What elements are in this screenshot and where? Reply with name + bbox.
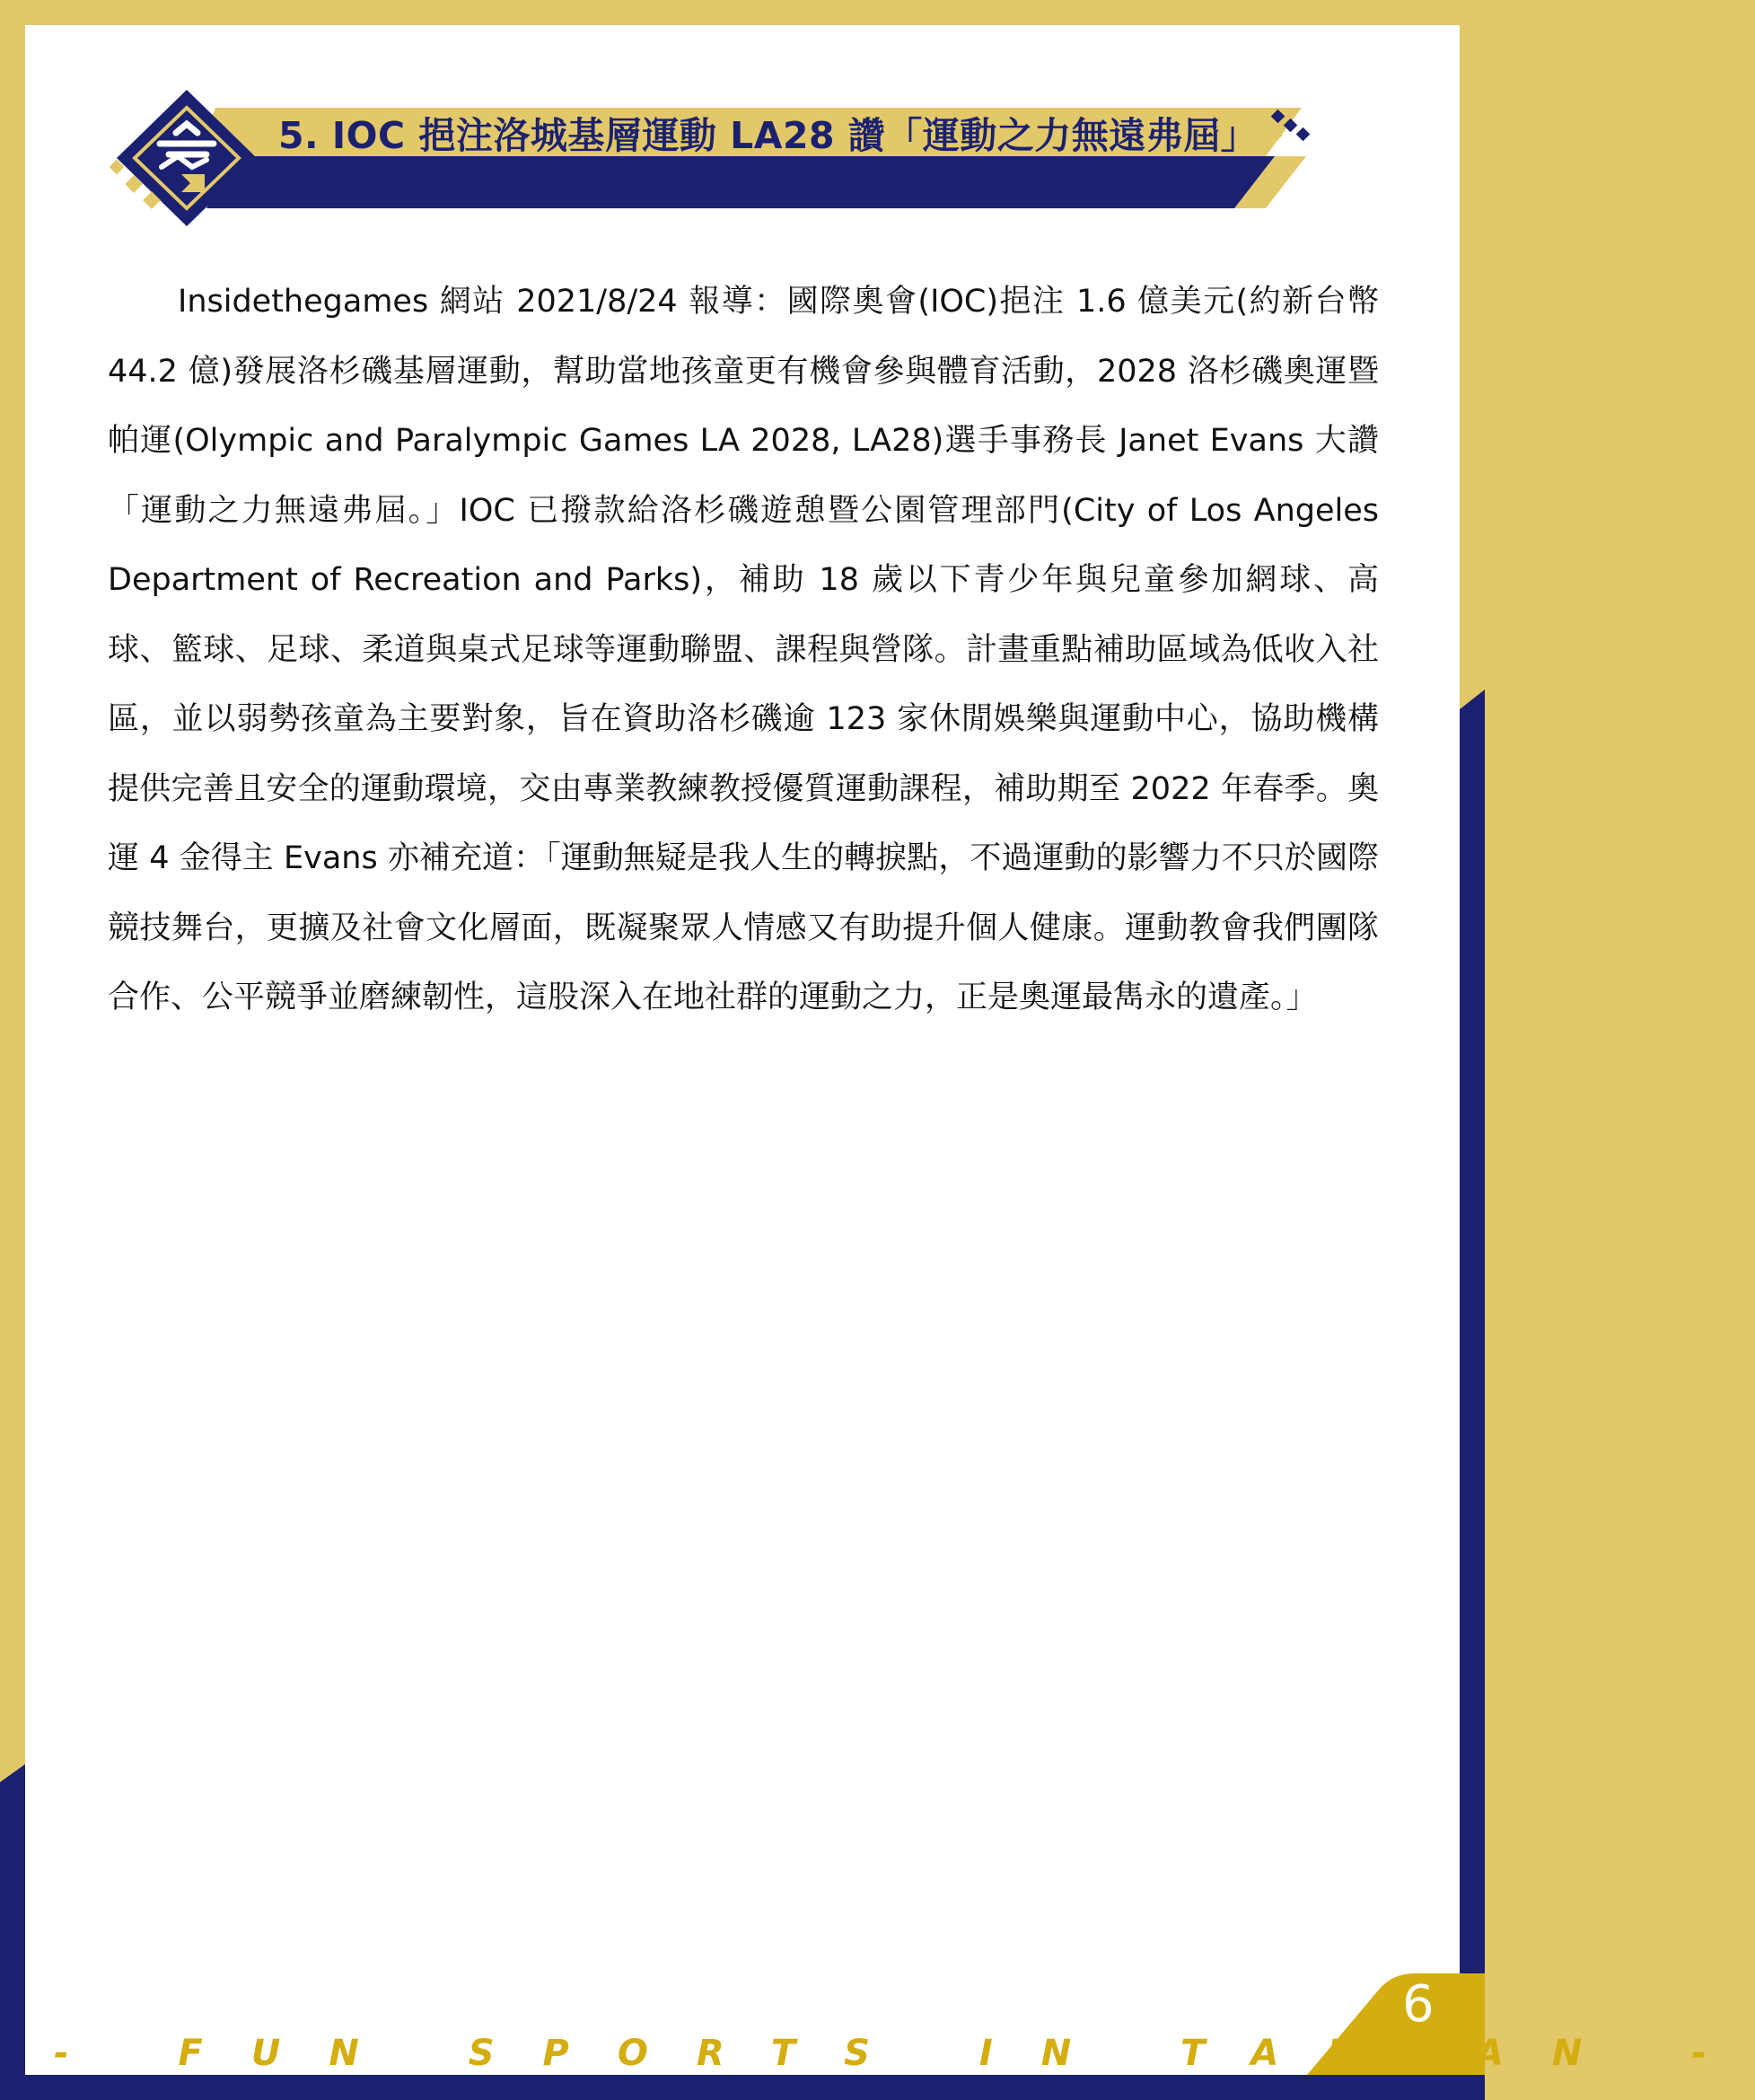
taiwan-sports-emblem-icon [106,88,268,228]
footer-slogan: - FUN SPORTS IN TAIWAN - [54,2033,1755,2074]
decorative-dots-icon [1268,106,1318,151]
page-title: 5. IOC 挹注洛城基層運動 LA28 讚「運動之力無遠弗屆」 [278,114,1259,157]
page-number: 6 [1402,1975,1435,2034]
article-text: Insidethegames 網站 2021/8/24 報導：國際奧會(IOC)挹注 1.6 億美元(約新台幣 44.2 億)發展洛杉磯基層運動，幫助當地孩童更有機會參與體育活動，2028 洛杉磯奧運暨帕運(Olympic and Paralympic Games LA 2028, LA28)選手事務長 Janet Evans 大讚「運動之力無遠弗屆。」IOC 已撥款給洛杉磯遊憩暨公園管理部門(City of Los Angeles Department of Recreation and Parks)，補助 18 歲以下青少年與兒童參加網球、高球、籃球、足球、柔道與桌式足球等運動聯盟、課程與營隊。計畫重點補助區域為低收入社區，並以弱勢孩童為主要對象，旨在資助洛杉磯逾 123 家休閒娛樂與運動中心，協助機構提供完善且安全的運動環境，交由專業教練教授優質運動課程，補助期至 2022 年春季。奧運 4 金得主 Evans 亦補充道：「運動無疑是我人生的轉捩點，不過運動的影響力不只於國際競技舞台，更擴及社會文化層面，既凝聚眾人情感又有助提升個人健康。運動教會我們團隊合作、公平競爭並磨練韌性，這股深入在地社群的運動之力，正是奧運最雋永的遺產。」 [108,284,1379,1015]
article-paragraph [108,268,1379,1033]
article-body [108,268,1379,1033]
